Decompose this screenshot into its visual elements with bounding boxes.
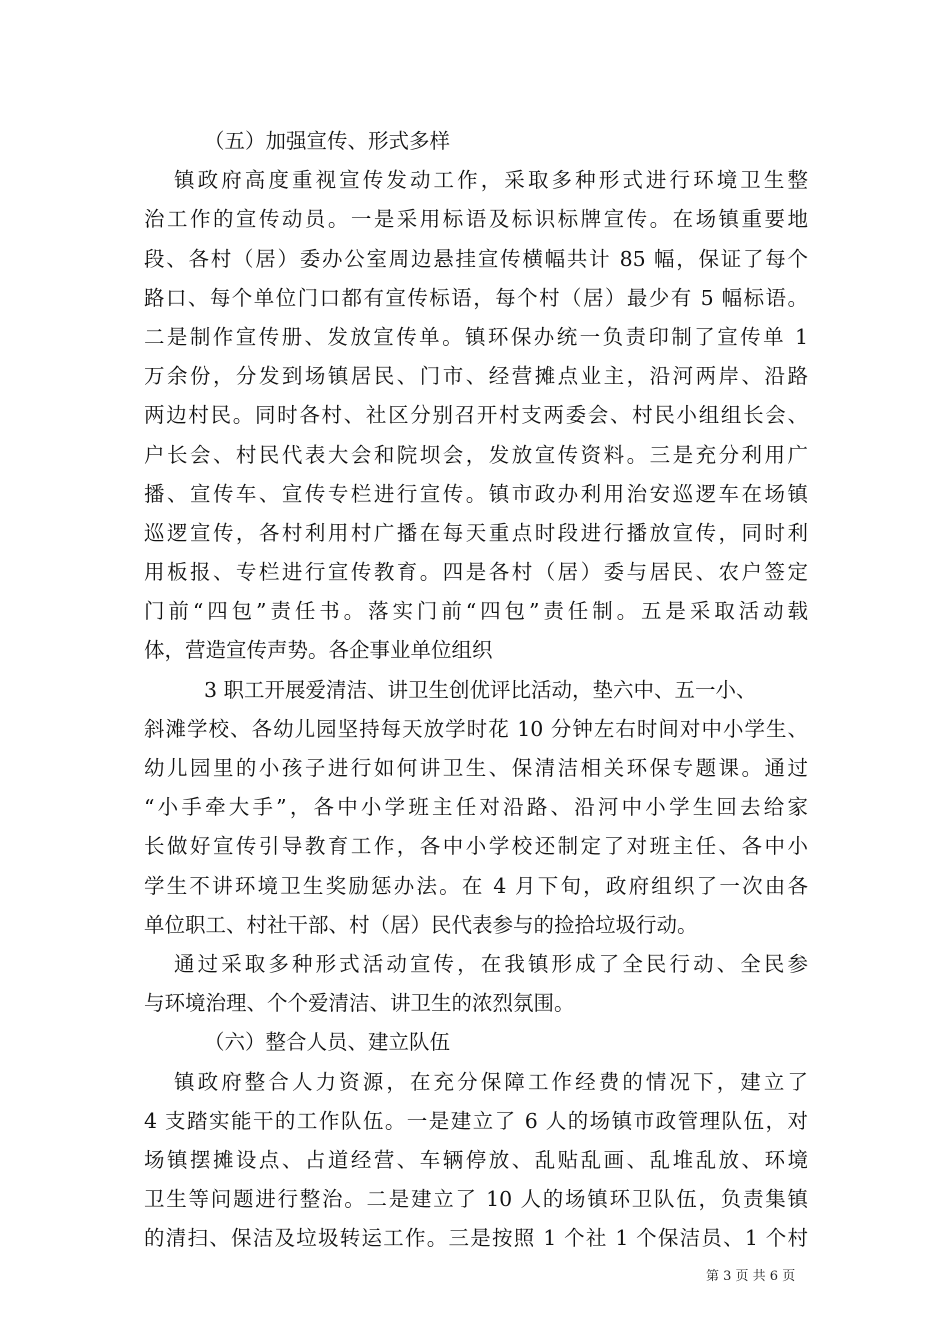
paragraph-line: 的清扫、保洁及垃圾转运工作。三是按照 1 个社 1 个保洁员、1 个村 — [144, 1226, 808, 1251]
paragraph-line: 与环境治理、个个爱清洁、讲卫生的浓烈氛围。 — [144, 991, 575, 1016]
section-heading: （六）整合人员、建立队伍 — [204, 1030, 450, 1055]
paragraph-line: “小手牵大手”，各中小学班主任对沿路、沿河中小学生回去给家 — [144, 795, 808, 820]
paragraph-line: 镇政府整合人力资源，在充分保障工作经费的情况下，建立了 — [174, 1069, 808, 1094]
paragraph-line: 4 支踏实能干的工作队伍。一是建立了 6 人的场镇市政管理队伍，对 — [144, 1108, 808, 1133]
paragraph-line: 单位职工、村社干部、村（居）民代表参与的捡拾垃圾行动。 — [144, 912, 698, 937]
paragraph-line: 学生不讲环境卫生奖励惩办法。在 4 月下旬，政府组织了一次由各 — [144, 873, 808, 898]
paragraph-line: 两边村民。同时各村、社区分别召开村支两委会、村民小组组长会、 — [144, 403, 808, 428]
paragraph-line: 巡逻宣传，各村利用村广播在每天重点时段进行播放宣传，同时利 — [144, 520, 808, 545]
paragraph-line: 通过采取多种形式活动宣传，在我镇形成了全民行动、全民参 — [174, 951, 808, 976]
paragraph-line: 体，营造宣传声势。各企事业单位组织 — [144, 638, 493, 663]
page-number: 第 3 页 共 6 页 — [706, 1269, 796, 1284]
paragraph-line: 镇政府高度重视宣传发动工作，采取多种形式进行环境卫生整 — [174, 168, 808, 193]
paragraph-line: 3 职工开展爱清洁、讲卫生创优评比活动，垫六中、五一小、 — [204, 677, 757, 702]
paragraph-line: 路口、每个单位门口都有宣传标语，每个村（居）最少有 5 幅标语。 — [144, 285, 808, 310]
paragraph-line: 用板报、专栏进行宣传教育。四是各村（居）委与居民、农户签定 — [144, 560, 808, 585]
paragraph-line: 卫生等问题进行整治。二是建立了 10 人的场镇环卫队伍，负责集镇 — [144, 1187, 808, 1212]
paragraph-line: 斜滩学校、各幼儿园坚持每天放学时花 10 分钟左右时间对中小学生、 — [144, 716, 808, 741]
document-body — [144, 122, 808, 1258]
paragraph-line: 长做好宣传引导教育工作，各中小学校还制定了对班主任、各中小 — [144, 834, 808, 859]
paragraph-line: 播、宣传车、宣传专栏进行宣传。镇市政办利用治安巡逻车在场镇 — [144, 481, 808, 506]
paragraph-line: 场镇摆摊设点、占道经营、车辆停放、乱贴乱画、乱堆乱放、环境 — [144, 1147, 808, 1172]
paragraph-line: 治工作的宣传动员。一是采用标语及标识标牌宣传。在场镇重要地 — [144, 207, 808, 232]
paragraph-line: 二是制作宣传册、发放宣传单。镇环保办统一负责印制了宣传单 1 — [144, 324, 808, 349]
section-heading: （五）加强宣传、形式多样 — [204, 129, 450, 153]
paragraph-line: 户长会、村民代表大会和院坝会，发放宣传资料。三是充分利用广 — [144, 442, 808, 467]
paragraph-line: 万余份，分发到场镇居民、门市、经营摊点业主，沿河两岸、沿路 — [144, 364, 808, 389]
paragraph-line: 段、各村（居）委办公室周边悬挂宣传横幅共计 85 幅，保证了每个 — [144, 246, 808, 271]
paragraph-line: 幼儿园里的小孩子进行如何讲卫生、保清洁相关环保专题课。通过 — [144, 756, 808, 780]
paragraph-line: 门前“四包”责任书。落实门前“四包”责任制。五是采取活动载 — [144, 599, 808, 624]
